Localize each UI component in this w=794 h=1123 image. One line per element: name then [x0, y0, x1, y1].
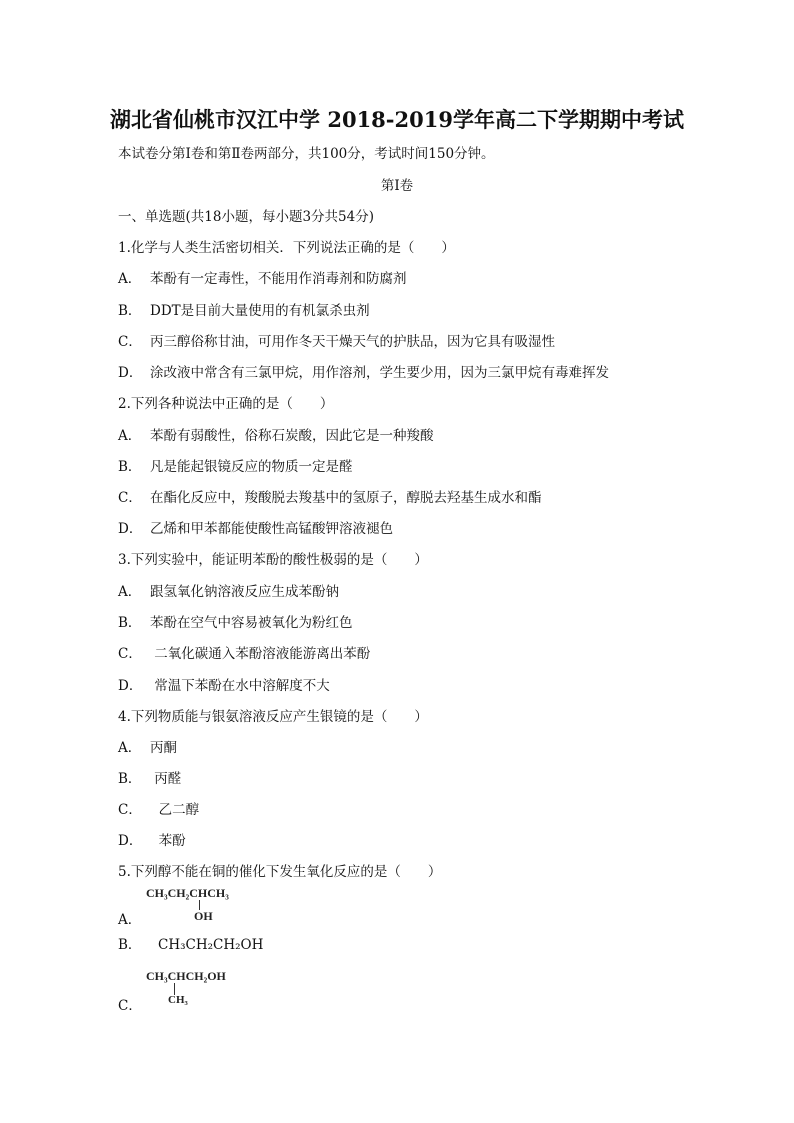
- option-text: 乙烯和甲苯都能使酸性高锰酸钾溶液褪色: [150, 521, 393, 537]
- option-label: D．: [118, 833, 143, 849]
- question-4-option-c: [118, 801, 199, 819]
- option-label: C．: [118, 802, 142, 818]
- page-title: 湖北省仙桃市汉江中学 2018-2019学年高二下学期期中考试: [110, 107, 684, 132]
- section-heading: 一、单选题(共18小题，每小题3分共54分): [118, 209, 374, 225]
- option-label: D．: [118, 365, 143, 381]
- option-text: 苯酚有弱酸性，俗称石炭酸，因此它是一种羧酸: [150, 428, 434, 444]
- option-text: 凡是能起银镜反应的物质一定是醛: [150, 459, 353, 475]
- option-text: 丙三醇俗称甘油，可用作冬天干燥天气的护肤品，因为它具有吸湿性: [150, 334, 555, 350]
- question-3-option-d: [118, 677, 330, 695]
- option-label: C．: [118, 646, 142, 662]
- question-5-stem: 5.下列醇不能在铜的催化下发生氧化反应的是（ ）: [118, 864, 442, 880]
- question-4-option-b: [118, 770, 181, 788]
- question-2-option-c: [118, 489, 542, 507]
- question-5-option-b: [118, 936, 263, 954]
- question-5-option-a-formula-sub: OH: [194, 909, 213, 923]
- option-text: 二氧化碳通入苯酚溶液能游离出苯酚: [150, 646, 371, 662]
- option-text: 苯酚有一定毒性，不能用作消毒剂和防腐剂: [150, 271, 407, 287]
- option-label: A．: [118, 428, 142, 444]
- option-text: DDT是目前大量使用的有机氯杀虫剂: [150, 303, 370, 319]
- option-label: B．: [118, 771, 142, 787]
- option-label: A．: [118, 584, 142, 600]
- question-5-option-c-formula-sub: CH₃: [168, 994, 188, 1006]
- question-5-option-c-label: C．: [118, 998, 142, 1014]
- option-label: D．: [118, 678, 143, 694]
- option-label: B．: [118, 937, 142, 953]
- option-text: 丙醛: [150, 771, 182, 787]
- option-text: CH₃CH₂CH₂OH: [158, 937, 264, 953]
- question-4-stem: 4.下列物质能与银氨溶液反应产生银镜的是（ ）: [118, 709, 428, 725]
- option-text: 丙酮: [150, 740, 177, 756]
- question-4-option-a: [118, 739, 177, 757]
- volume-heading: 第Ⅰ卷: [380, 178, 414, 194]
- question-1-option-b: [118, 302, 370, 320]
- option-text: 常温下苯酚在水中溶解度不大: [150, 678, 330, 694]
- question-3-stem: 3.下列实验中，能证明苯酚的酸性极弱的是（ ）: [118, 552, 428, 568]
- option-label: C．: [118, 490, 142, 506]
- option-label: B．: [118, 615, 142, 631]
- option-text: 乙二醇: [150, 802, 200, 818]
- option-label: B．: [118, 459, 142, 475]
- question-1-stem: 1.化学与人类生活密切相关．下列说法正确的是（ ）: [118, 240, 455, 256]
- question-4-option-d: [118, 832, 186, 850]
- option-label: A．: [118, 740, 142, 756]
- option-text: 跟氢氧化钠溶液反应生成苯酚钠: [150, 584, 339, 600]
- option-text: 在酯化反应中，羧酸脱去羧基中的氢原子，醇脱去羟基生成水和酯: [150, 490, 542, 506]
- exam-intro: 本试卷分第Ⅰ卷和第Ⅱ卷两部分，共100分，考试时间150分钟。: [118, 146, 495, 162]
- question-1-option-d: [118, 364, 609, 382]
- question-3-option-b: [118, 614, 353, 632]
- option-label: A．: [118, 271, 142, 287]
- question-2-option-d: [118, 520, 393, 538]
- question-2-option-b: [118, 458, 353, 476]
- question-5-option-a-label: A．: [118, 912, 142, 928]
- question-3-option-c: [118, 645, 370, 663]
- option-text: 苯酚在空气中容易被氧化为粉红色: [150, 615, 353, 631]
- option-label: D．: [118, 521, 143, 537]
- option-text: 涂改液中常含有三氯甲烷，用作溶剂，学生要少用，因为三氯甲烷有毒难挥发: [150, 365, 609, 381]
- question-5-option-a-formula-main: CH₃CH₂CHCH₃: [146, 886, 229, 900]
- question-1-option-a: [118, 270, 407, 288]
- question-2-option-a: [118, 427, 434, 445]
- option-text: 苯酚: [150, 833, 186, 849]
- option-label: B．: [118, 303, 142, 319]
- question-2-stem: 2.下列各种说法中正确的是（ ）: [118, 396, 334, 412]
- question-3-option-a: [118, 583, 339, 601]
- question-1-option-c: [118, 333, 555, 351]
- option-label: C．: [118, 334, 142, 350]
- question-5-option-c-formula-main: CH₃CHCH₂OH: [146, 969, 226, 983]
